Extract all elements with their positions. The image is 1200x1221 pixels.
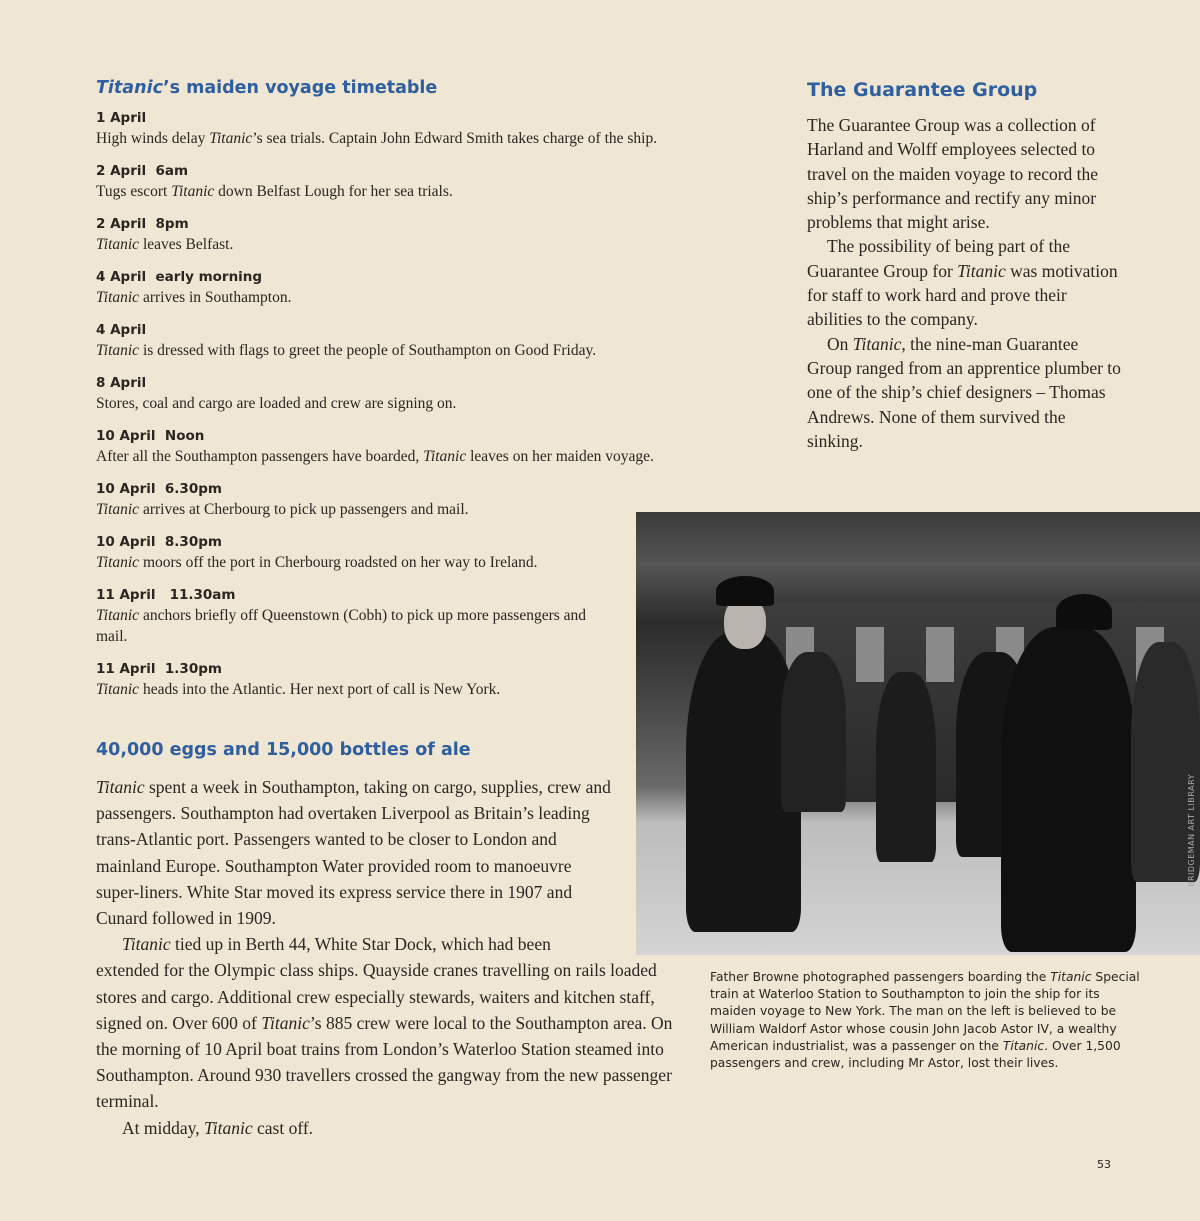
text-run: 40,000 eggs and 15,000 bottles of ale xyxy=(96,740,471,760)
ale-paragraph xyxy=(96,774,692,931)
figure xyxy=(1001,627,1136,952)
timetable-entry xyxy=(96,659,716,700)
entry-date: 8 April xyxy=(96,375,147,391)
entry-text xyxy=(96,679,616,700)
text-run: leaves Belfast. xyxy=(139,236,234,253)
text-run: ’s maiden voyage timetable xyxy=(162,78,438,98)
figure xyxy=(781,652,846,812)
entry-date: 11 April 1.30pm xyxy=(96,661,222,677)
ale-paragraph xyxy=(96,1115,692,1141)
timetable-entry xyxy=(96,373,716,414)
ale-heading xyxy=(96,740,692,760)
text-run: was motivation for staff to work hard and prove their abilities to the company. xyxy=(807,260,1118,330)
text-run: High winds delay xyxy=(96,130,210,147)
text-run: Tugs escort xyxy=(96,183,172,200)
ale-section xyxy=(96,740,692,1141)
text-run: leaves on her maiden voyage. xyxy=(466,448,654,465)
text-run: Father Browne photographed passengers boarding the xyxy=(710,970,1051,984)
guarantee-paragraph xyxy=(807,113,1125,234)
entry-date: 4 April xyxy=(96,322,147,338)
entry-date: 10 April 8.30pm xyxy=(96,534,222,550)
italic-text: Titanic xyxy=(1050,970,1092,984)
timetable-entry xyxy=(96,214,716,255)
italic-text: Titanic xyxy=(96,236,140,253)
italic-text: Titanic xyxy=(852,333,902,354)
entry-date: 2 April 6am xyxy=(96,163,189,179)
italic-text: Titanic xyxy=(96,289,140,306)
timetable-entry xyxy=(96,108,716,149)
italic-text: Titanic xyxy=(1002,1038,1045,1053)
entry-text xyxy=(96,234,616,255)
text-run: Stores, coal and cargo are loaded and crew are signing on. xyxy=(96,395,457,412)
text-run: heads into the Atlantic. Her next port of call is New York. xyxy=(139,681,501,698)
entry-text xyxy=(96,552,616,573)
italic-text: Titanic xyxy=(96,777,145,797)
text-run: Special train at Waterloo Station to Southampton to join the ship for its maiden voyage to New York. The man on the left is believed to be William Waldorf Astor whose cousin John Jacob Astor IV, a wealthy American industrialist, was a passenger on the xyxy=(710,970,1140,1053)
italic-text: Titanic xyxy=(957,260,1006,281)
timetable-entry xyxy=(96,479,716,520)
timetable-entry xyxy=(96,426,716,467)
train-window xyxy=(926,627,954,682)
text-run: ’s 885 crew were local to the Southampton area. On the morning of 10 April boat trains from London’s Waterloo Station steamed into Southampton. Around 930 travellers crossed the gangway from the new passenger terminal. xyxy=(96,1012,673,1112)
text-run: At midday, xyxy=(122,1117,204,1138)
italic-text: Titanic xyxy=(96,501,140,518)
entry-date: 1 April xyxy=(96,110,147,126)
text-run: arrives in Southampton. xyxy=(139,289,292,306)
entry-date: 2 April 8pm xyxy=(96,216,189,232)
waterloo-station-photo xyxy=(636,512,1200,955)
text-run: cast off. xyxy=(252,1117,314,1138)
text-run: moors off the port in Cherbourg roadsted on her way to Ireland. xyxy=(139,554,538,571)
entry-text xyxy=(96,499,616,520)
italic-text: Titanic xyxy=(96,607,140,624)
text-run: The possibility of being part of the Guarantee Group for xyxy=(807,236,1071,281)
bowler-hat xyxy=(1056,594,1112,630)
italic-text: Titanic xyxy=(96,681,140,698)
timetable-entry xyxy=(96,267,716,308)
text-run: The Guarantee Group xyxy=(807,79,1038,101)
text-run: is dressed with flags to greet the people of Southampton on Good Friday. xyxy=(139,342,597,359)
entry-date: 11 April 11.30am xyxy=(96,587,236,603)
guarantee-section xyxy=(807,79,1125,453)
entry-text xyxy=(96,393,616,414)
text-run: spent a week in Southampton, taking on cargo, supplies, crew and passengers. Southampton had overtaken Liverpool as Britain’s leading trans-Atlantic port. Passengers wanted to be closer to London and mainland Europe. Southampton Water provided room to manoeuvre super-liners. White Star moved its express service there in 1907 and Cunard followed in 1909. xyxy=(96,777,611,929)
italic-text: Titanic xyxy=(171,183,215,200)
italic-text: Titanic xyxy=(209,130,253,147)
timetable-entry xyxy=(96,161,716,202)
entry-date: 10 April 6.30pm xyxy=(96,481,222,497)
entry-date: 10 April Noon xyxy=(96,428,205,444)
text-run: . Over 1,500 passengers and crew, including Mr Astor, lost their lives. xyxy=(710,1038,1121,1071)
text-run: anchors briefly off Queenstown (Cobh) to pick up more passengers and mail. xyxy=(96,607,587,645)
page-number: 53 xyxy=(1097,1158,1111,1171)
guarantee-heading xyxy=(807,79,1125,101)
entry-text xyxy=(96,605,616,647)
timetable-list xyxy=(96,108,716,700)
entry-text xyxy=(96,287,616,308)
bowler-hat xyxy=(716,576,774,606)
italic-text: Titanic xyxy=(203,1117,253,1138)
italic-text: Titanic xyxy=(96,342,140,359)
entry-text xyxy=(96,181,616,202)
entry-text xyxy=(96,340,716,361)
figure xyxy=(876,672,936,862)
timetable-entry xyxy=(96,585,716,647)
timetable-entry xyxy=(96,320,716,361)
italic-text: Titanic xyxy=(96,554,140,571)
text-run: tied up in Berth 44, White Star Dock, which had been extended for the Olympic class ships. Quayside cranes travelling on rails loaded stores and cargo. Additional crew especially stewards, waiters and kitchen staff, signed on. Over 600 of xyxy=(96,934,657,1033)
italic-text: Titanic xyxy=(261,1012,310,1033)
text-run: arrives at Cherbourg to pick up passengers and mail. xyxy=(139,501,469,518)
guarantee-paragraph xyxy=(807,332,1125,453)
photo-credit: BRIDGEMAN ART LIBRARY xyxy=(1187,774,1196,888)
timetable-section xyxy=(96,78,716,712)
italic-text: Titanic xyxy=(122,934,171,955)
ale-paragraph xyxy=(96,931,692,1114)
photo-caption xyxy=(710,969,1140,1072)
entry-text xyxy=(96,446,716,467)
entry-text xyxy=(96,128,716,149)
text-run: , the nine-man Guarantee Group ranged from an apprentice plumber to one of the ship’s chief designers – Thomas Andrews. None of them survived the sinking. xyxy=(807,333,1121,451)
entry-date: 4 April early morning xyxy=(96,269,263,285)
guarantee-paragraph xyxy=(807,234,1125,331)
text-run: ’s sea trials. Captain John Edward Smith takes charge of the ship. xyxy=(252,130,658,147)
italic-text: Titanic xyxy=(96,78,163,98)
train-window xyxy=(856,627,884,682)
text-run: down Belfast Lough for her sea trials. xyxy=(214,183,453,200)
timetable-entry xyxy=(96,532,716,573)
text-run: The Guarantee Group was a collection of Harland and Wolff employees selected to travel on the maiden voyage to record the ship’s performance and rectify any minor problems that might arise. xyxy=(807,115,1099,233)
text-run: After all the Southampton passengers have boarded, xyxy=(96,448,424,465)
italic-text: Titanic xyxy=(423,448,467,465)
timetable-heading xyxy=(96,78,716,98)
text-run: On xyxy=(827,333,853,354)
